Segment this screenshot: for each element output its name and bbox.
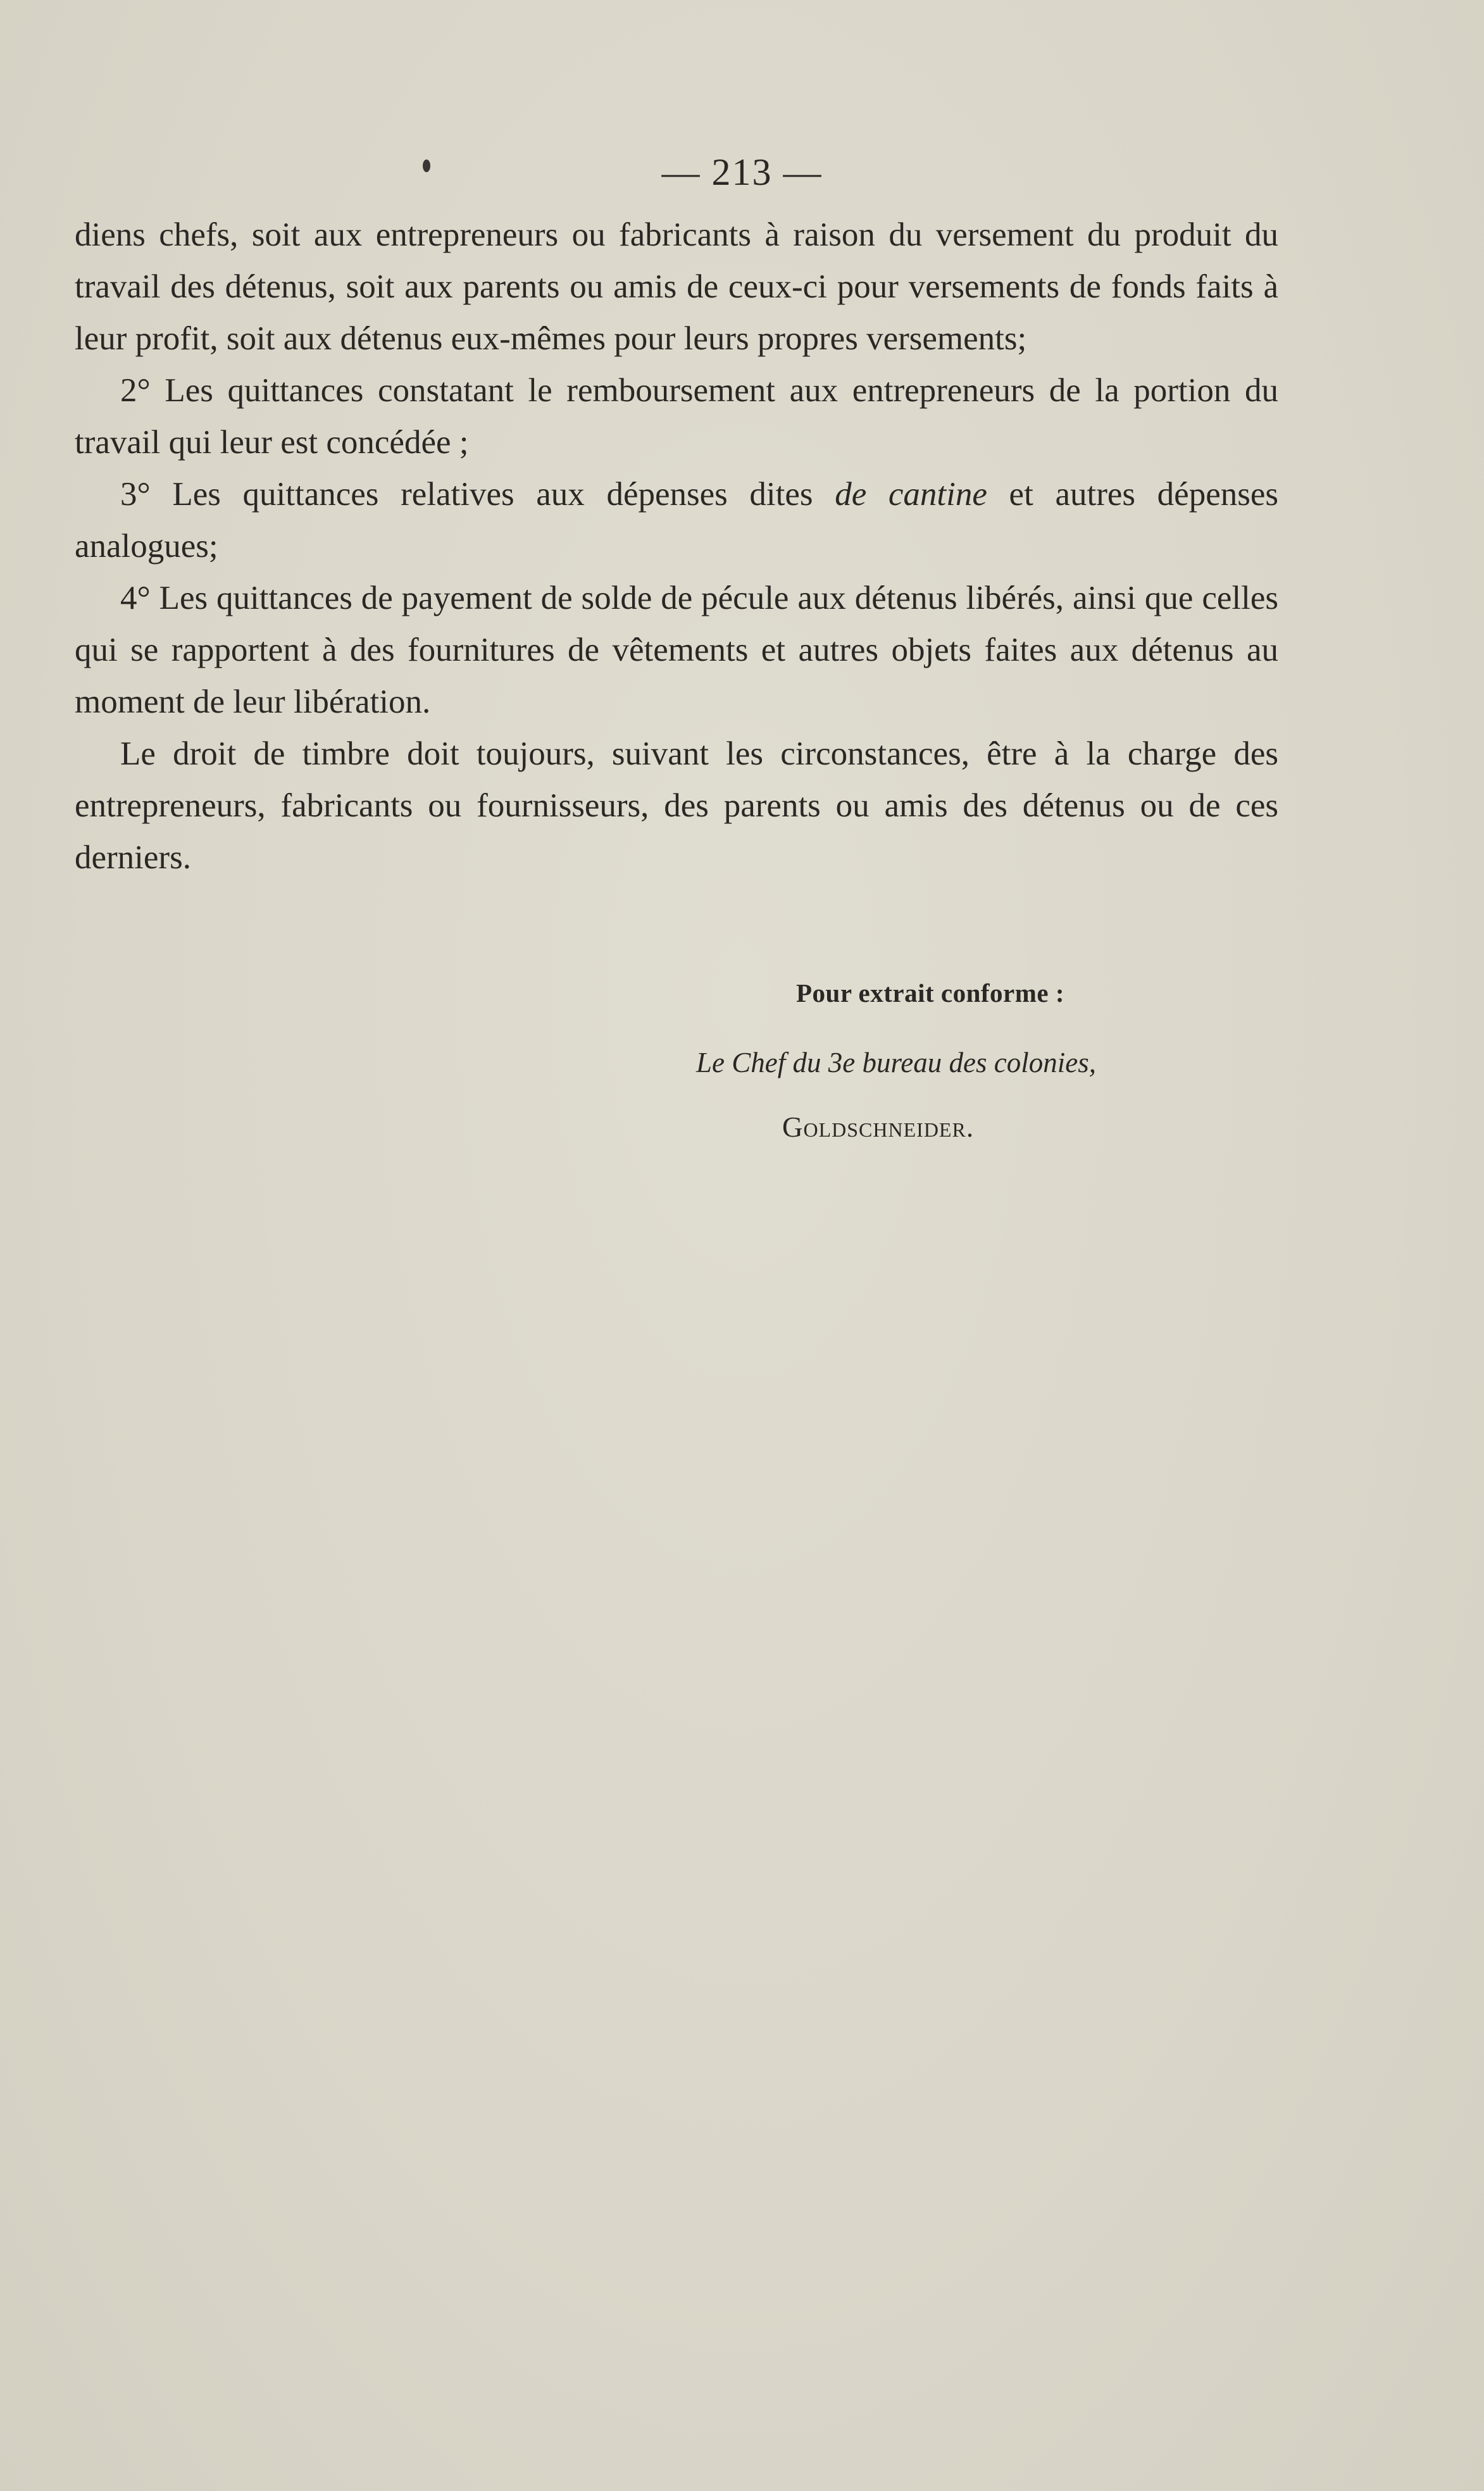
paragraph-item-3-start: 3° Les quittances relatives aux dépenses dites <box>120 476 835 513</box>
paragraph-item-2: 2° Les quittances constatant le remboursement aux entrepreneurs de la portion du travail qui leur est concédée ; <box>75 372 1278 461</box>
paragraph-continued: diens chefs, soit aux entrepreneurs ou fabricants à raison du versement du produit du travail des détenus, soit aux parents ou amis de ceux-ci pour versements de fonds faits à leur profit, soit aux détenus eux-mêmes pour leurs propres versements; <box>75 216 1278 357</box>
paragraph-item-3 <box>75 468 1278 572</box>
signatory-name: Goldschneider. <box>782 1111 975 1143</box>
paragraph-item-4: 4° Les quittances de payement de solde de pécule aux détenus libérés, ainsi que celles qui se rapportent à des fournitures de vêtements et autres objets faites aux détenus au moment de leur libération. <box>75 580 1278 720</box>
paragraph-stamp-duty: Le droit de timbre doit toujours, suivant les circonstances, être à la charge des entrepreneurs, fabricants ou fournisseurs, des parents ou amis des détenus ou de ces derniers. <box>75 735 1278 876</box>
signatory-title: Le Chef du 3e bureau des colonies, <box>696 1047 1096 1078</box>
page-number: — 213 — <box>661 151 823 193</box>
paragraph-item-3-italic: de cantine <box>835 476 987 513</box>
paragraph-item-3-end: et autres dépenses analogues; <box>75 476 1278 565</box>
body-text <box>75 209 1278 883</box>
extract-conforme: Pour extrait conforme : <box>796 978 1065 1008</box>
